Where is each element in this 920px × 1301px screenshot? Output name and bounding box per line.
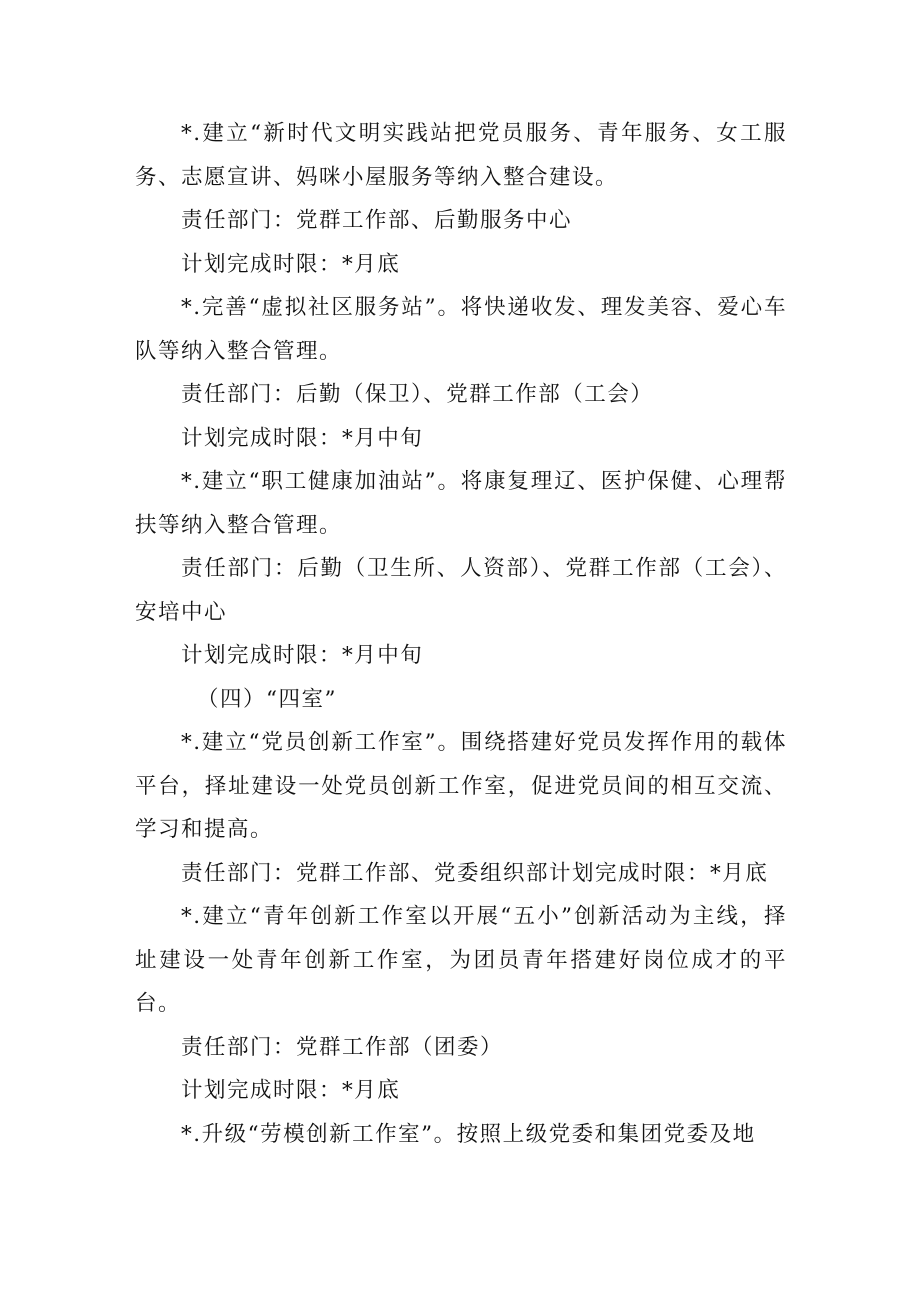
paragraph-responsible-dept: 责任部门：党群工作部、后勤服务中心 xyxy=(181,208,573,233)
paragraph-responsible-dept: 责任部门：后勤（卫生所、人资部）、党群工作部（工会）、安培中心 xyxy=(135,556,787,625)
paragraph-virtual-community: *.完善“虚拟社区服务站”。将快递收发、理发美容、爱心车队等纳入整合管理。 xyxy=(135,295,787,364)
paragraph-deadline: 计划完成时限：*月底 xyxy=(181,251,401,277)
paragraph-party-innovation-studio: *.建立“党员创新工作室”。围绕搭建好党员发挥作用的载体平台，择址建设一处党员创新工作室，促进党员间的相互交流、学习和提高。 xyxy=(135,730,787,842)
section-heading-four-rooms: （四）“四室” xyxy=(197,686,337,712)
paragraph-deadline: 计划完成时限：*月底 xyxy=(181,1078,401,1103)
document-body xyxy=(135,112,787,1156)
paragraph-deadline: 计划完成时限：*月中旬 xyxy=(181,643,424,668)
paragraph-practice-station: *.建立“新时代文明实践站把党员服务、青年服务、女工服务、志愿宣讲、妈咪小屋服务等纳入整合建设。 xyxy=(135,121,787,190)
paragraph-responsible-dept: 责任部门：后勤（保卫）、党群工作部（工会） xyxy=(181,382,654,407)
paragraph-responsible-dept: 责任部门：党群工作部、党委组织部计划完成时限：*月底 xyxy=(181,860,769,886)
paragraph-model-worker-studio: *.升级“劳模创新工作室”。按照上级党委和集团党委及地 xyxy=(181,1121,756,1147)
paragraph-health-station: *.建立“职工健康加油站”。将康复理辽、医护保健、心理帮扶等纳入整合管理。 xyxy=(135,469,787,538)
paragraph-deadline: 计划完成时限：*月中旬 xyxy=(181,425,424,451)
paragraph-responsible-dept: 责任部门：党群工作部（团委） xyxy=(181,1034,504,1060)
paragraph-youth-innovation-studio: *.建立“青年创新工作室以开展“五小”创新活动为主线，择址建设一处青年创新工作室，为团员青年搭建好岗位成才的平台。 xyxy=(135,904,787,1016)
